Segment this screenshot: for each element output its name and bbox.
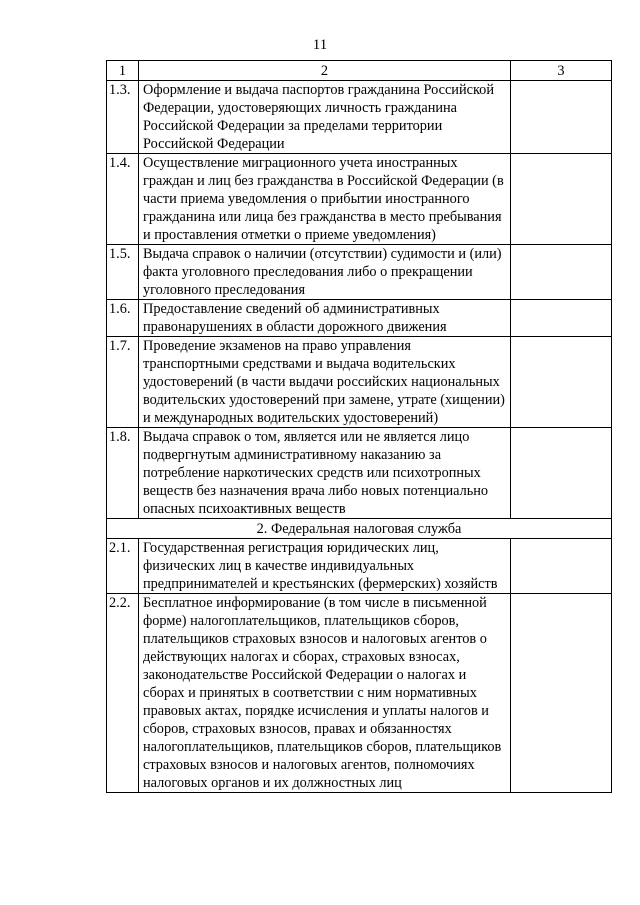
row-col-3 (511, 154, 612, 245)
row-col-3 (511, 300, 612, 337)
header-col-1: 1 (107, 61, 139, 81)
table-row (107, 539, 612, 594)
header-col-3: 3 (511, 61, 612, 81)
row-number: 1.6. (107, 300, 139, 337)
row-number: 1.8. (107, 428, 139, 519)
row-number: 2.2. (107, 594, 139, 793)
row-service-text: Предоставление сведений об административных правонарушениях в области дорожного движения (139, 300, 511, 337)
table-row (107, 300, 612, 337)
row-service-text: Выдача справок о том, является или не является лицо подвергнутым административному наказанию за потребление наркотических средств или психотропных веществ без назначения врача либо новых потенциально опасных психоактивных веществ (139, 428, 511, 519)
row-number: 1.5. (107, 245, 139, 300)
row-number: 2.1. (107, 539, 139, 594)
row-service-text: Выдача справок о наличии (отсутствии) судимости и (или) факта уголовного преследования либо о прекращении уголовного преследования (139, 245, 511, 300)
row-service-text: Государственная регистрация юридических лиц, физических лиц в качестве индивидуальных предпринимателей и крестьянских (фермерских) хозяйств (139, 539, 511, 594)
row-col-3 (511, 594, 612, 793)
row-service-text: Бесплатное информирование (в том числе в письменной форме) налогоплательщиков, плательщиков сборов, плательщиков страховых взносов и налоговых агентов о действующих налогах и сборах, страховых взносах, законодательстве Российской Федерации о налогах и сборах и принятых в соответствии с ним нормативных правовых актах, порядке исчисления и уплаты налогов и сборов, страховых взносов, правах и обязанностях налогоплательщиков, плательщиков сборов, плательщиков страховых взносов и налоговых агентов, полномочиях налоговых органов и их должностных лиц (139, 594, 511, 793)
row-number: 1.4. (107, 154, 139, 245)
table-row (107, 594, 612, 793)
table-row (107, 81, 612, 154)
table-header-row (107, 61, 612, 81)
row-service-text: Осуществление миграционного учета иностранных граждан и лиц без гражданства в Российской Федерации (в части приема уведомления о прибытии иностранного гражданина или лица без гражданства в место пребывания и проставления отметки о приеме уведомления) (139, 154, 511, 245)
table-row (107, 245, 612, 300)
row-number: 1.7. (107, 337, 139, 428)
row-number: 1.3. (107, 81, 139, 154)
services-table (106, 60, 612, 793)
table-row (107, 337, 612, 428)
row-col-3 (511, 337, 612, 428)
page-number: 11 (312, 37, 328, 53)
table-row (107, 154, 612, 245)
row-col-3 (511, 428, 612, 519)
row-col-3 (511, 81, 612, 154)
row-col-3 (511, 539, 612, 594)
section-title: 2. Федеральная налоговая служба (107, 519, 612, 539)
table-row (107, 428, 612, 519)
row-service-text: Проведение экзаменов на право управления транспортными средствами и выдача водительских удостоверений (в части выдачи российских национальных водительских удостоверений при замене, утрате (хищении) и международных водительских удостоверений) (139, 337, 511, 428)
row-col-3 (511, 245, 612, 300)
row-service-text: Оформление и выдача паспортов гражданина Российской Федерации, удостоверяющих личность гражданина Российской Федерации за пределами территории Российской Федерации (139, 81, 511, 154)
header-col-2: 2 (139, 61, 511, 81)
section-row (107, 519, 612, 539)
